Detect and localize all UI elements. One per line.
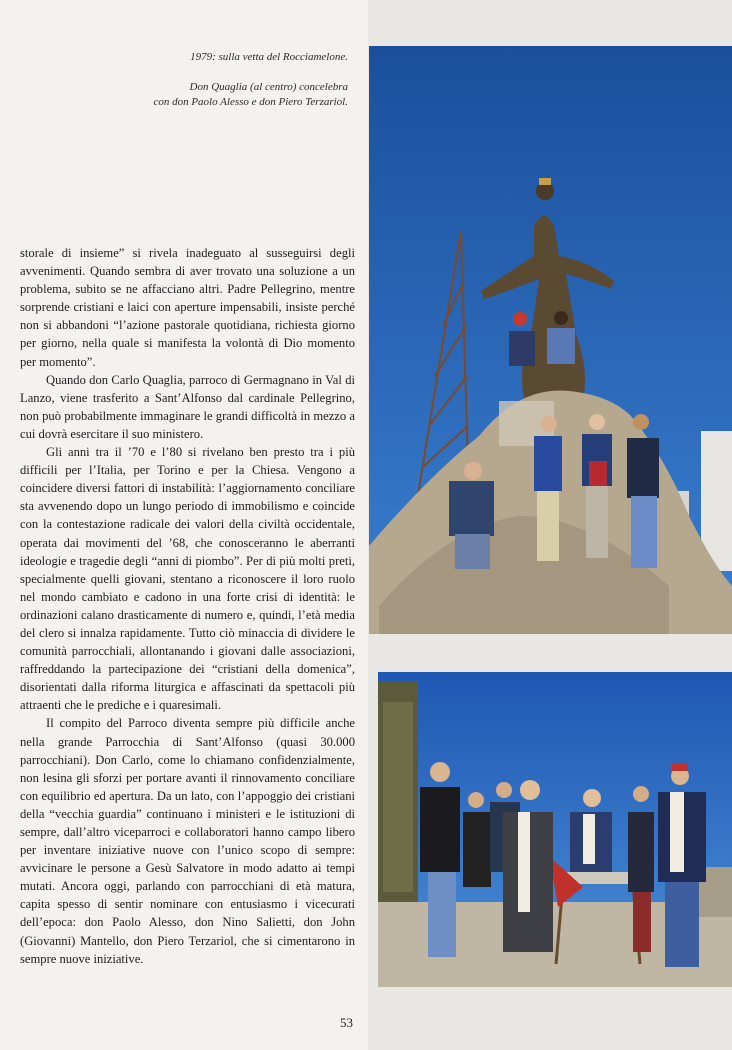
paragraph-1: storale di insieme” si rivela inadeguato al susseguirsi degli avvenimenti. Quando sembra di aver trovato una soluzione a un problema, subito se ne affacciano altri. Padre Pellegrino, mentre sorprende cristiani e laici con aperture impensabili, insiste perché non si abbandoni “l’azione pastorale quotidiana, richiesta giorno per giorno, nella quale si manifesta la volontà di Dio momento per momento”. xyxy=(20,246,355,369)
caption-line-2: Don Quaglia (al centro) concelebra xyxy=(189,81,348,93)
caption-date: 1979: sulla vetta del Rocciamelone. xyxy=(190,51,348,63)
paragraph-2: Quando don Carlo Quaglia, parroco di Germagnano in Val di Lanzo, viene trasferito a Sant’Alfonso dal cardinale Pellegrino, non può probabilmente immaginare le grandi difficoltà in mezzo a cui dovrà esercitare il suo ministero. xyxy=(20,372,355,441)
page-number: 53 xyxy=(340,1015,353,1030)
article-body xyxy=(20,244,355,968)
summit-statue-photo xyxy=(369,46,732,634)
paragraph-3: Gli anni tra il ’70 e l’80 si rivelano ben presto tra i più difficili per l’Italia, per Torino e per la Chiesa. Vengono a coincidere diversi fattori di instabilità: l’aggiornamento conciliare sta avvenendo dopo un lungo periodo di immobilismo e coincide con la contestazione radicale dei valori della civiltà occidentale, operata dai movimenti del ’68, che conosceranno le aberranti ideologie e tragedie degli “anni di piombo”. Per di più molti preti, specialmente quelli giovani, stentano a riconoscere il loro ruolo nel mondo cambiato e cadono in una forte crisi di identità: le ordinazioni calano drasticamente di numero e, quindi, l’età media del clero si innalza rapidamente. Tutto ciò minaccia di dividere le comunità parrocchiali, allontanando i giovani dalle associazioni, raffreddando la partecipazione dei “cristiani della domenica”, disorientati dalla riforma liturgica e affascinati da spettacoli più attraenti che le prediche e i quaresimali. xyxy=(20,445,355,713)
group-photo xyxy=(378,672,732,987)
paragraph-4: Il compito del Parroco diventa sempre più difficile anche nella grande Parrocchia di Sant’Alfonso (quasi 30.000 parrocchiani). Don Carlo, come lo chiamano confidenzialmente, non lesina gli sforzi per portare avanti il rinnovamento conciliare con equilibrio ed apertura. Da un lato, con l’appoggio dei cristiani della “vecchia guardia” continuano i ministeri e le istituzioni di sempre, dall’altro viceparroci e collaboratori hanno campo libero per inventare iniziative nuove con l’unico scopo di sempre: avvicinare le persone a Gesù Salvatore in modo adatto ai tempi mutati. Ancora oggi, parlando con parrocchiani di età matura, capita spesso di sentir nominare con entusiasmo i vicecurati dell’epoca: don Paolo Alesso, don Nino Salietti, don John (Giovanni) Mantello, don Piero Terzariol, che si cimentarono in sempre nuove iniziative. xyxy=(20,716,355,966)
caption-line-3: con don Paolo Alesso e don Piero Terzariol. xyxy=(153,96,348,108)
